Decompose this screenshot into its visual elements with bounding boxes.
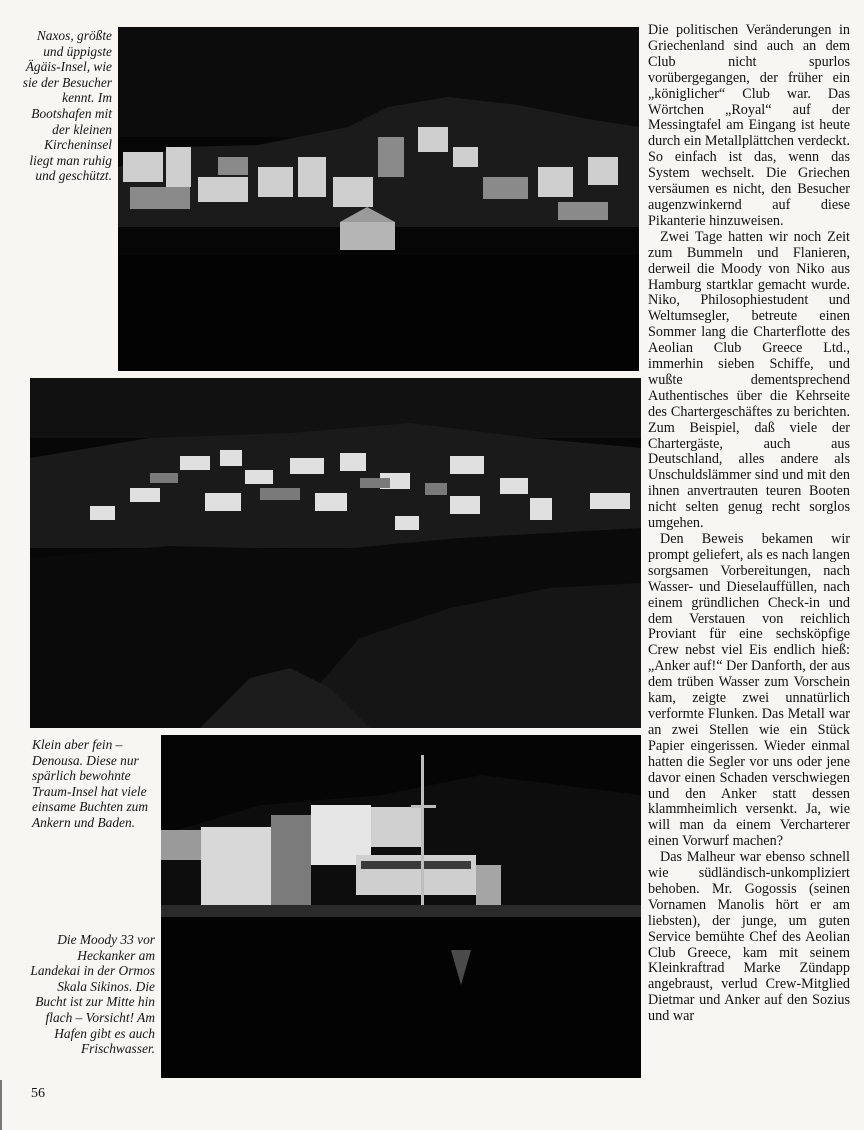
sikinos-photo-image <box>161 735 641 1078</box>
article-paragraph: Die politischen Veränderungen in Griechenland sind auch an dem Club nicht spurlos vorübergegangen, der früher ein „königlicher“ Club war. Das Wörtchen „Royal“ auf der Messingtafel am Eingang ist heute durch ein Metallplättchen verdeckt. So einfach ist das, wenn das System wechselt. Die Griechen versäumen es nicht, den Besucher augenzwinkernd auf diese Pikanterie hinzuweisen. <box>648 22 850 229</box>
caption-denousa <box>32 737 154 831</box>
photo-naxos-harbour <box>118 27 639 371</box>
denousa-photo-image <box>30 378 641 728</box>
caption-sikinos-text: Die Moody 33 vor Heckanker am Landekai in der Ormos Skala Sikinos. Die Bucht ist zur Mitte hin flach – Vorsicht! Am Hafen gibt es auch Frischwasser. <box>30 932 155 1057</box>
caption-naxos-text: Naxos, größte und üppigste Ägäis-Insel, wie sie der Besucher kennt. Im Bootshafen mit der kleinen Kircheninsel liegt man ruhig und geschützt. <box>22 28 112 184</box>
article-paragraph: Den Beweis bekamen wir prompt geliefert, als es nach langen sorgsamen Vorbereitungen, nach Wasser- und Dieselauffüllen, nach einem gründlichen Check-in und dem Verstauen von reichlich Proviant für eine sechsköpfige Crew nebst viel Eis endlich hieß: „Anker auf!“ Der Danforth, der aus dem trüben Wasser zum Vorschein kam, zeigte zwei unnatürlich verformte Flunken. Das Metall war an zwei Stellen wie ein Stück Papier eingerissen. Wieder einmal hatten die Segler vor uns oder jene davor einen Schaden verschwiegen und den Anker statt dessen klammheimlich versenkt. Ja, wie will man da einem Vercharterer einen Vorwurf machen? <box>648 531 850 850</box>
caption-sikinos <box>28 932 155 1057</box>
article-paragraph: Das Malheur war ebenso schnell wie südländisch-unkompliziert behoben. Mr. Gogossis (seinen Vornamen Manolis hört er am liebsten), der junge, um guten Service bemühte Chef des Aeolian Club Greece, kam mit seinem Kleinkraftrad Marke Zündapp angebraust, verlud Crew-Mitglied Dietmar und Anker auf den Sozius und war <box>648 849 850 1025</box>
photo-denousa <box>30 378 641 728</box>
page-number: 56 <box>31 1086 45 1101</box>
article-column <box>648 23 850 1025</box>
naxos-photo-image <box>118 27 639 371</box>
article-paragraph: Zwei Tage hatten wir noch Zeit zum Bummeln und Flanieren, derweil die Moody von Niko aus Hamburg startklar gemacht wurde. Niko, Philosophiestudent und Weltumsegler, betreute einen Sommer lang die Charterflotte des Aeolian Club Greece Ltd., immerhin sieben Schiffe, und wußte dementsprechend Authentisches über die Kehrseite des Chartergeschäftes zu berichten. Zum Beispiel, daß viele der Chartergäste, auch aus Deutschland, alles andere als Unschuldslämmer sind und mit den ihnen anvertrauten teuren Booten nicht selten genug recht sorglos umgehen. <box>648 228 850 532</box>
page-edge-rule <box>0 1080 2 1130</box>
caption-naxos <box>20 28 112 184</box>
caption-denousa-text: Klein aber fein – Denousa. Diese nur spärlich bewohnte Traum-Insel hat viele einsame Buchten zum Ankern und Baden. <box>32 737 149 830</box>
photo-sikinos <box>161 735 641 1078</box>
